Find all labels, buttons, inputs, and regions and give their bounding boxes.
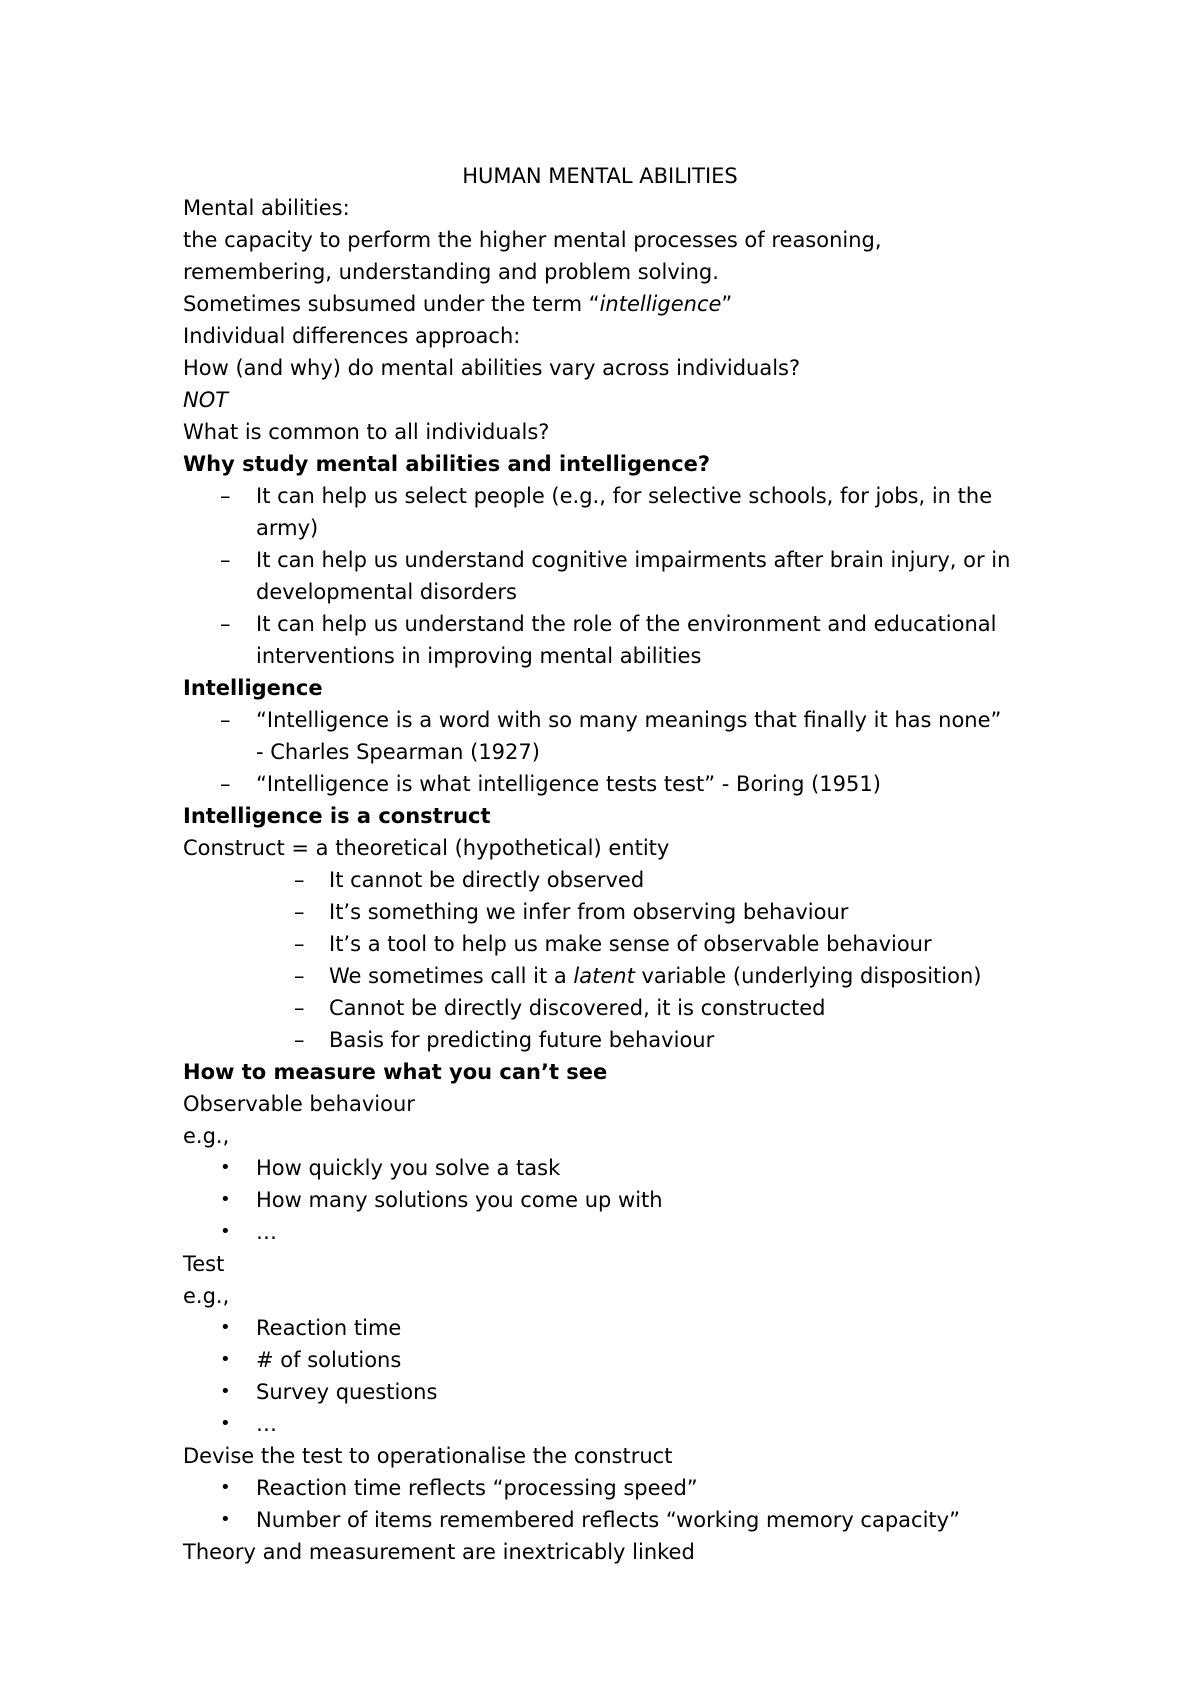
list-item: It’s something we infer from observing behaviour — [329, 900, 849, 924]
italic-term: intelligence — [599, 292, 722, 316]
dash-marker: – — [294, 932, 305, 956]
bullet-marker: • — [220, 1349, 231, 1370]
bullet-item: Reaction time reflects “processing speed” — [256, 1476, 698, 1500]
intro-line: How (and why) do mental abilities vary across individuals? — [183, 356, 801, 380]
bullet-item: How many solutions you come up with — [256, 1188, 663, 1212]
text-line: Devise the test to operationalise the construct — [183, 1444, 673, 1468]
dash-marker: – — [220, 612, 231, 636]
intro-line: Individual differences approach: — [183, 324, 521, 348]
list-item: It cannot be directly observed — [329, 868, 645, 892]
text-line: Observable behaviour — [183, 1092, 415, 1116]
bullet-marker: • — [220, 1157, 231, 1178]
bullet-item: Reaction time — [256, 1316, 402, 1340]
section-heading-construct: Intelligence is a construct — [183, 804, 491, 828]
dash-marker: – — [220, 772, 231, 796]
dash-marker: – — [294, 900, 305, 924]
text-line: Theory and measurement are inextricably linked — [183, 1540, 695, 1564]
text-span: variable (underlying disposition) — [634, 964, 982, 988]
construct-definition: Construct = a theoretical (hypothetical) entity — [183, 836, 670, 860]
dash-marker: – — [294, 868, 305, 892]
intro-line: Mental abilities: — [183, 196, 350, 220]
text-line: Test — [183, 1252, 225, 1276]
intro-line-not: NOT — [183, 388, 229, 412]
list-item-continuation: interventions in improving mental abilities — [256, 644, 702, 668]
intro-line: remembering, understanding and problem solving. — [183, 260, 719, 284]
dash-marker: – — [220, 708, 231, 732]
bullet-marker: • — [220, 1221, 231, 1242]
dash-marker: – — [220, 484, 231, 508]
dash-marker: – — [220, 548, 231, 572]
bullet-item: Survey questions — [256, 1380, 438, 1404]
text-span: We sometimes call it a — [329, 964, 574, 988]
bullet-marker: • — [220, 1381, 231, 1402]
quote-item: “Intelligence is a word with so many meanings that finally it has none” — [256, 708, 1002, 732]
document-title: HUMAN MENTAL ABILITIES — [462, 164, 738, 188]
text-span: ” — [721, 292, 733, 316]
bullet-marker: • — [220, 1317, 231, 1338]
bullet-item: # of solutions — [256, 1348, 402, 1372]
dash-marker: – — [294, 1028, 305, 1052]
intro-line: the capacity to perform the higher mental processes of reasoning, — [183, 228, 882, 252]
bullet-item-ellipsis: … — [256, 1220, 277, 1244]
text-line: e.g., — [183, 1124, 230, 1148]
section-heading-measure: How to measure what you can’t see — [183, 1060, 608, 1084]
list-item: It can help us understand the role of the environment and educational — [256, 612, 997, 636]
bullet-item: How quickly you solve a task — [256, 1156, 561, 1180]
intro-line-intelligence — [183, 288, 732, 320]
list-item: It can help us understand cognitive impairments after brain injury, or in — [256, 548, 1011, 572]
list-item-continuation: developmental disorders — [256, 580, 517, 604]
list-item-continuation: army) — [256, 516, 319, 540]
list-item: It can help us select people (e.g., for selective schools, for jobs, in the — [256, 484, 993, 508]
quote-attribution: - Charles Spearman (1927) — [256, 740, 540, 764]
bullet-item: Number of items remembered reflects “working memory capacity” — [256, 1508, 960, 1532]
section-heading-intelligence: Intelligence — [183, 676, 323, 700]
bullet-marker: • — [220, 1509, 231, 1530]
list-item: It’s a tool to help us make sense of observable behaviour — [329, 932, 932, 956]
bullet-marker: • — [220, 1413, 231, 1434]
dash-marker: – — [294, 996, 305, 1020]
dash-marker: – — [294, 964, 305, 988]
bullet-marker: • — [220, 1189, 231, 1210]
bullet-item-ellipsis: … — [256, 1412, 277, 1436]
quote-item: “Intelligence is what intelligence tests test” - Boring (1951) — [256, 772, 881, 796]
list-item: Cannot be directly discovered, it is constructed — [329, 996, 826, 1020]
bullet-marker: • — [220, 1477, 231, 1498]
italic-term: latent — [573, 964, 635, 988]
text-span: Sometimes subsumed under the term “ — [183, 292, 600, 316]
text-line: e.g., — [183, 1284, 230, 1308]
section-heading-why: Why study mental abilities and intelligence? — [183, 452, 711, 476]
list-item-latent — [329, 960, 981, 992]
intro-line: What is common to all individuals? — [183, 420, 550, 444]
list-item: Basis for predicting future behaviour — [329, 1028, 715, 1052]
